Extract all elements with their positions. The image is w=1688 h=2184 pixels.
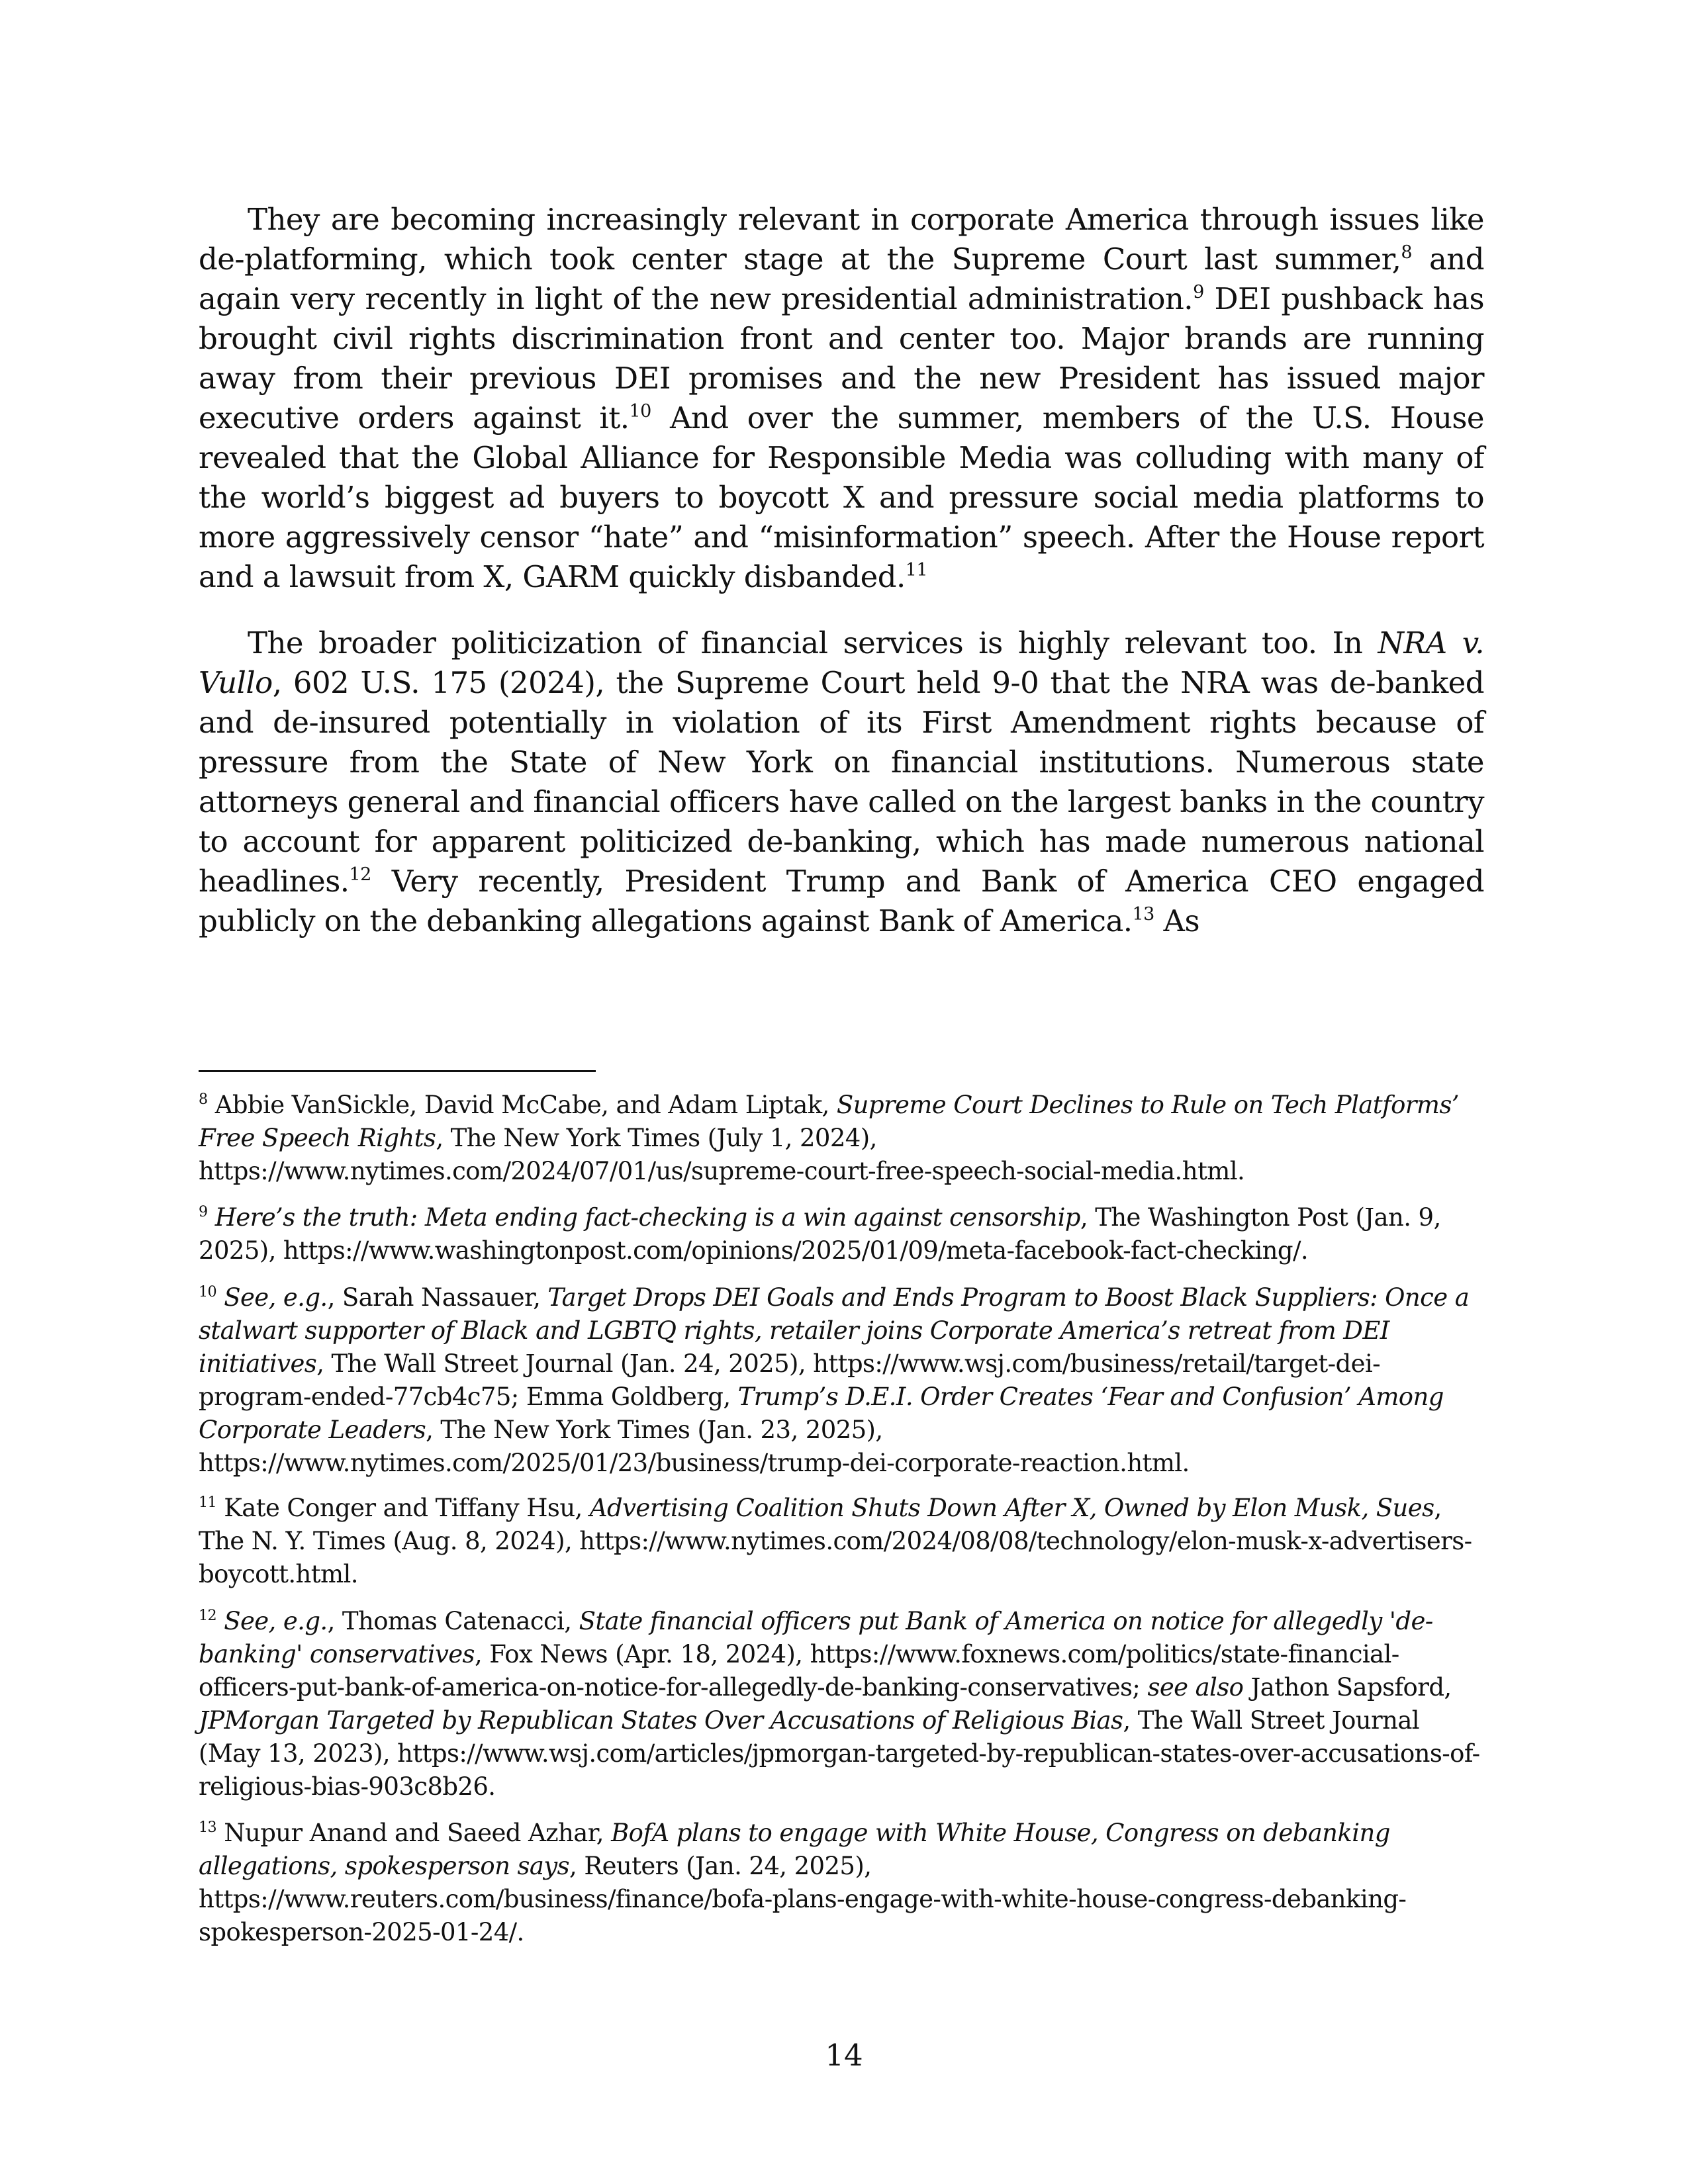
- footnote-text: , The Washington Post (Jan. 9, 2025), https://www.washingtonpost.com/opinions/2025/01/09/meta-facebook-fact-checking/.: [199, 1203, 1441, 1265]
- footnote-ref-13[interactable]: 13: [1132, 903, 1154, 925]
- footnote-text: , Thomas Catenacci,: [327, 1607, 579, 1635]
- footnote-text: , The Wall Street Journal (May 13, 2023), https://www.wsj.com/articles/jpmorgan-targeted-by-republican-states-over-accusations-of-religious-bias-903c8b26.: [199, 1706, 1480, 1801]
- footnote-title: State financial officers put Bank of America on notice for allegedly 'de-banking' conservatives: [199, 1607, 1433, 1668]
- footnote-text: Abbie VanSickle, David McCabe, and Adam Liptak,: [207, 1091, 837, 1119]
- footnote-ref-12[interactable]: 12: [349, 864, 371, 885]
- footnote-text: , Reuters (Jan. 24, 2025),: [569, 1852, 872, 1880]
- footnote-text: , Sarah Nassauer,: [327, 1283, 548, 1312]
- footnote-title: JPMorgan Targeted by Republican States Over Accusations of Religious Bias: [199, 1706, 1123, 1735]
- footnote-12: [199, 1605, 1484, 1803]
- para1-text-2: and again very recently in light of the new presidential administration.: [199, 242, 1484, 316]
- footnote-text: , The New York Times (July 1, 2024),: [436, 1124, 877, 1152]
- footnote-ref-11[interactable]: 11: [905, 559, 927, 580]
- footnote-number: 10: [199, 1283, 217, 1300]
- para2-text-1: The broader politicization of financial services is highly relevant too. In: [248, 625, 1378, 660]
- footnote-link[interactable]: https://www.nytimes.com/2025/01/23/business/trump-dei-corporate-reaction.html.: [199, 1449, 1190, 1477]
- footnote-separator: [199, 1070, 596, 1072]
- footnote-number: 12: [199, 1606, 217, 1624]
- footnote-text: Jathon Sapsford,: [1243, 1673, 1452, 1702]
- footnote-9: [199, 1201, 1484, 1267]
- footnote-10: [199, 1281, 1484, 1480]
- footnote-number: 13: [199, 1818, 217, 1836]
- footnote-link[interactable]: https://www.nytimes.com/2024/07/01/us/supreme-court-free-speech-social-media.html.: [199, 1157, 1245, 1185]
- footnote-text: , The Wall Street Journal (Jan. 24, 2025), https://www.wsj.com/business/retail/target-dei-program-ended-77cb4c75; Emma Goldberg,: [199, 1349, 1381, 1411]
- footnote-title: Target Drops DEI Goals and Ends Program to Boost Black Suppliers: Once a stalwart supporter of Black and LGBTQ rights, retailer joins Corporate America’s retreat from DEI initiatives: [199, 1283, 1470, 1378]
- footnote-number: 9: [199, 1203, 208, 1220]
- para2-text-4: As: [1154, 903, 1199, 938]
- case-name: NRA v. Vullo: [199, 625, 1484, 700]
- citation-signal: See, e.g.: [224, 1607, 328, 1635]
- citation-signal: see also: [1147, 1673, 1244, 1702]
- body-paragraph-2: [199, 623, 1484, 941]
- footnote-text: Nupur Anand and Saeed Azhar,: [216, 1819, 612, 1847]
- footnote-title: Supreme Court Declines to Rule on Tech Platforms’ Free Speech Rights: [199, 1091, 1459, 1152]
- footnote-ref-9[interactable]: 9: [1193, 281, 1204, 302]
- footnote-text: , Fox News (Apr. 18, 2024), https://www.foxnews.com/politics/state-financial-officers-put-bank-of-america-on-notice-for-allegedly-de-banking-conservatives;: [199, 1640, 1399, 1702]
- citation-signal: See, e.g.: [224, 1283, 328, 1312]
- para2-text-2: , 602 U.S. 175 (2024), the Supreme Court held 9-0 that the NRA was de-banked and de-insured potentially in violation of its First Amendment rights because of pressure from the State of New York on financial institutions. Numerous state attorneys general and financial officers have called on the largest banks in the country to account for apparent politicized de-banking, which has made numerous national headlines.: [199, 665, 1484, 899]
- footnote-text: Kate Conger and Tiffany Hsu,: [216, 1494, 590, 1522]
- footnote-13: [199, 1817, 1484, 1949]
- footnote-8: [199, 1089, 1484, 1188]
- body-paragraph-1: [199, 200, 1484, 597]
- footnote-title: Advertising Coalition Shuts Down After X, Owned by Elon Musk, Sues: [589, 1494, 1434, 1522]
- footnote-number: 8: [199, 1090, 208, 1108]
- footnote-number: 11: [199, 1493, 217, 1511]
- footnote-11: [199, 1492, 1484, 1591]
- para1-text-1: They are becoming increasingly relevant in corporate America through issues like de-platforming, which took center stage at the Supreme Court last summer,: [199, 202, 1484, 277]
- para1-text-4: And over the summer, members of the U.S. House revealed that the Global Alliance for Responsible Media was colluding with many of the world’s biggest ad buyers to boycott X and pressure social media platforms to more aggressively censor “hate” and “misinformation” speech. After the House report and a lawsuit from X, GARM quickly disbanded.: [199, 400, 1485, 594]
- footnote-title: Trump’s D.E.I. Order Creates ‘Fear and Confusion’ Among Corporate Leaders: [199, 1383, 1444, 1444]
- page-number: 14: [825, 2038, 863, 2073]
- para1-text-3: DEI pushback has brought civil rights discrimination front and center too. Major brands are running away from their previous DEI promises and the new President has issued major executive orders against it.: [199, 281, 1484, 435]
- footnote-title: Here’s the truth: Meta ending fact-checking is a win against censorship: [214, 1203, 1080, 1232]
- footnote-title: BofA plans to engage with White House, Congress on debanking allegations, spokesperson says: [199, 1819, 1390, 1880]
- footnote-text: , The New York Times (Jan. 23, 2025),: [426, 1416, 883, 1444]
- footnote-ref-8[interactable]: 8: [1401, 242, 1413, 263]
- footnote-ref-10[interactable]: 10: [629, 400, 651, 422]
- para2-text-3: Very recently, President Trump and Bank of America CEO engaged publicly on the debanking allegations against Bank of America.: [199, 864, 1484, 938]
- footnote-text: , The N. Y. Times (Aug. 8, 2024), https://www.nytimes.com/2024/08/08/technology/elon-musk-x-advertisers-boycott.html.: [199, 1494, 1472, 1588]
- footnote-link[interactable]: https://www.reuters.com/business/finance/bofa-plans-engage-with-white-house-congress-debanking-spokesperson-2025-01-24/.: [199, 1885, 1407, 1946]
